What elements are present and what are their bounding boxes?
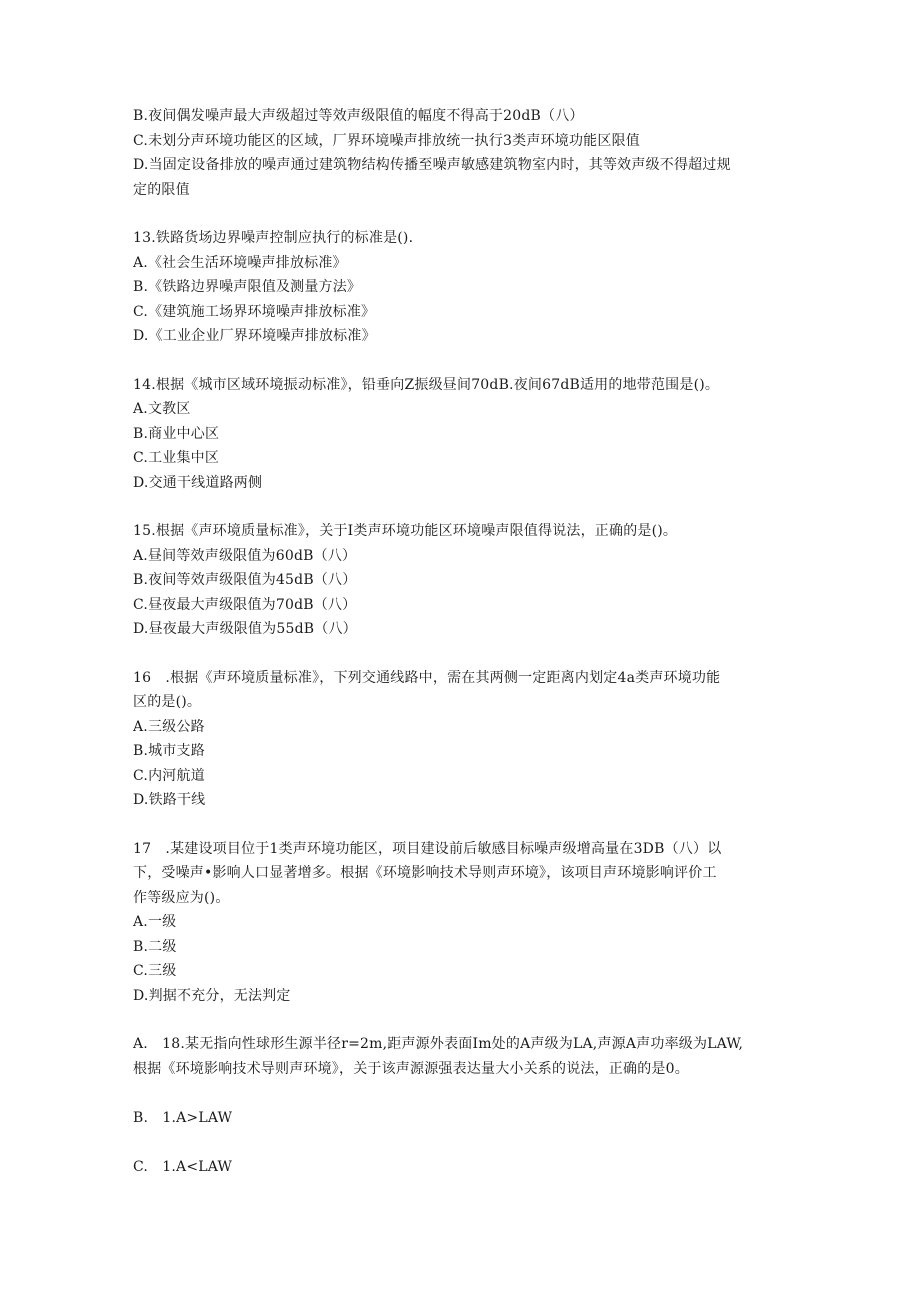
question-18 [133,1032,788,1180]
q15-option-c: C.昼夜最大声级限值为70dB（八） [133,596,357,613]
q13-option-c: C.《建筑施工场界环境噪声排放标准》 [133,303,376,320]
question-15 [133,519,788,642]
q12-option-d: D.当固定设备排放的噪声通过建筑物结构传播至噪声敏感建筑物室内时，其等效声级不得超过规 [133,157,731,173]
q18-stem-line2: 根据《环境影响技术导则声环境》，关于该声源源强表达量大小关系的说法，正确的是0。 [133,1061,689,1077]
question-12-tail [133,104,788,202]
q18-option-b: B. 1.A>LAW [133,1110,233,1126]
question-16 [133,666,788,813]
q16-option-c: C.内河航道 [133,767,205,784]
q14-option-a: A.文教区 [133,401,191,417]
q16-stem-line2: 区的是()。 [133,694,202,710]
q17-option-a: A.一级 [133,914,177,930]
question-14 [133,373,788,496]
q16-option-a: A.三级公路 [133,718,205,735]
q13-option-d: D.《工业企业厂界环境噪声排放标准》 [133,328,376,344]
q16-option-b: B.城市支路 [133,743,205,759]
q14-option-c: C.工业集中区 [133,450,220,466]
q16-option-d: D.铁路干线 [133,792,206,808]
q17-stem-line2: 下，受噪声•影响人口显著增多。根据《环境影响技术导则声环境》，该项目声环境影响评价工 [133,865,717,881]
q15-option-b: B.夜间等效声级限值为45dB（八） [133,572,357,588]
q17-stem-line1: 17 .某建设项目位于1类声环境功能区，项目建设前后敏感目标噪声级增高量在3DB（八）以 [133,840,722,857]
q18-option-c: C. 1.A<LAW [133,1159,233,1175]
document-content [133,104,788,1180]
q12-option-b: B.夜间偶发噪声最大声级超过等效声级限值的幅度不得高于20dB（八） [133,108,584,124]
q17-option-d: D.判据不充分，无法判定 [133,987,291,1004]
q14-stem: 14.根据《城市区域环境振动标准》，铅垂向Z振级昼间70dB.夜间67dB适用的地带范围是()。 [133,376,720,393]
q14-option-d: D.交通干线道路两侧 [133,474,263,491]
q13-option-a: A.《社会生活环境噪声排放标准》 [133,254,347,271]
q17-option-c: C.三级 [133,963,177,979]
q15-option-d: D.昼夜最大声级限值为55dB（八） [133,621,357,637]
question-17 [133,837,788,1009]
q18-stem-line1: A. 18.某无指向性球形生源半径r=2m,距声源外表面Im处的A声级为LA,声源A声功率级为LAW, [133,1036,744,1052]
q13-stem: 13.铁路货场边界噪声控制应执行的标准是(). [133,230,414,246]
q12-option-d-cont: 定的限值 [133,181,190,198]
q17-stem-line3: 作等级应为()。 [133,889,230,906]
question-13 [133,226,788,349]
q13-option-b: B.《铁路边界噪声限值及测量方法》 [133,279,362,295]
q15-stem: 15.根据《声环境质量标准》，关于I类声环境功能区环境噪声限值得说法，正确的是()。 [133,523,678,539]
q17-option-b: B.二级 [133,938,177,955]
q12-option-c: C.未划分声环境功能区的区域，厂界环境噪声排放统一执行3类声环境功能区限值 [133,132,640,149]
q14-option-b: B.商业中心区 [133,425,220,442]
q16-stem-line1: 16 .根据《声环境质量标准》，下列交通线路中，需在其两侧一定距离内划定4a类声环境功能 [133,669,721,686]
q15-option-a: A.昼间等效声级限值为60dB（八） [133,547,357,564]
